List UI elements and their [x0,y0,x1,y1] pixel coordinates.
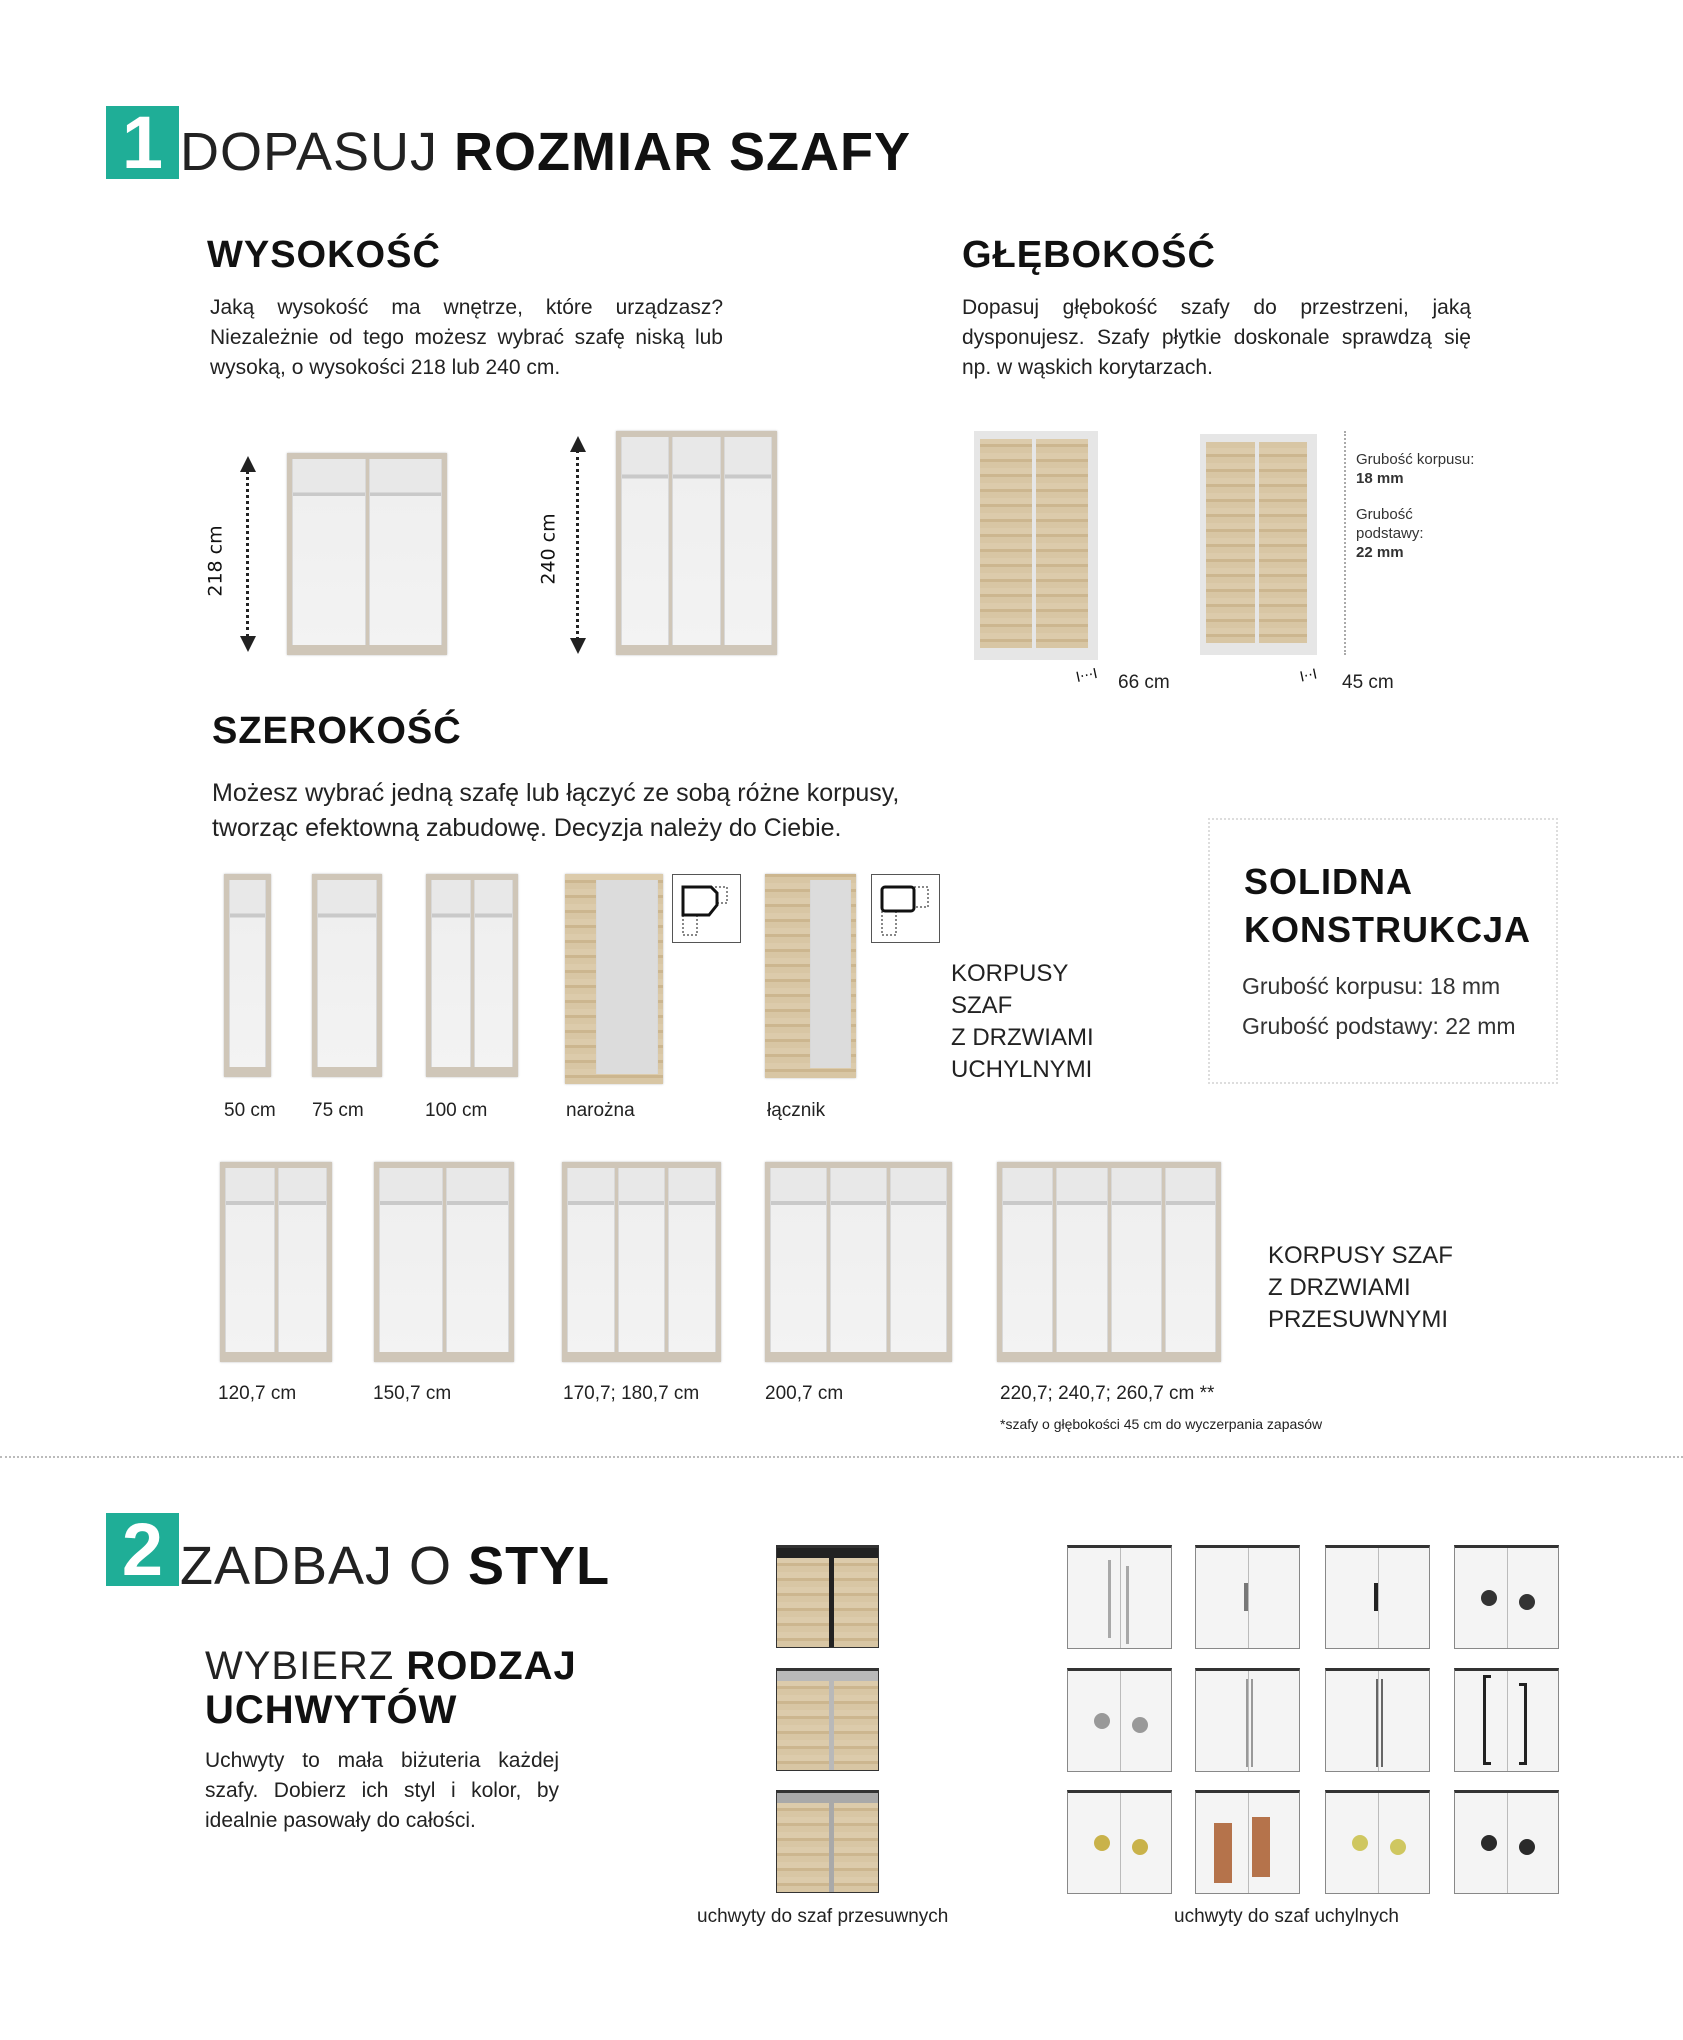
hinged-handle-option-short-bar [1195,1545,1300,1649]
wardrobe-66cm-image [974,431,1098,660]
hinged-handle-option-knob [1325,1790,1430,1894]
width-text-line: Możesz wybrać jedną szafę lub łączyć ze sobą różne korpusy, [212,779,900,807]
divider [1344,431,1346,655]
handles-heading-light: WYBIERZ [205,1644,407,1688]
connector-plan-icon [871,874,940,943]
sliding-handles-caption: uchwyty do szaf przesuwnych [697,1906,949,1927]
hinged-handle-option-knob [1454,1790,1559,1894]
hinged-handle-option-knob [1067,1668,1172,1772]
caption-line: SZAF [951,992,1013,1019]
hinged-handle-option-thin-bar [1325,1668,1430,1772]
section-number-badge: 1 [106,106,179,179]
sliding-width-label: 170,7; 180,7 cm [563,1383,700,1404]
depth-heading: GŁĘBOKOŚĆ [962,234,1216,276]
height-heading: WYSOKOŚĆ [207,234,441,276]
solid-line: Grubość podstawy: 22 mm [1242,1013,1516,1039]
cabinet-75-image [312,874,382,1077]
hinged-handle-option-knob [1454,1545,1559,1649]
section-divider [0,1456,1683,1458]
hinged-width-label: 75 cm [312,1100,364,1121]
handles-heading [205,1644,577,1732]
caption-line: KORPUSY [951,960,1069,987]
cabinet-120-image [220,1162,332,1362]
depth-45-label: 45 cm [1342,672,1394,693]
width-heading: SZEROKOŚĆ [212,710,462,752]
section-title-light: DOPASUJ [180,122,455,182]
caption-line: Z DRZWIAMI [1268,1274,1411,1301]
footnote: *szafy o głębokości 45 cm do wyczerpania zapasów [1000,1416,1323,1432]
cabinet-corner-image [565,874,663,1084]
cabinet-50-image [224,874,271,1077]
base-thickness-value: 22 mm [1356,544,1404,561]
sliding-handle-option [776,1545,879,1648]
hinged-width-label: łącznik [767,1100,826,1121]
caption-line: PRZESUWNYMI [1268,1306,1448,1333]
section-number-badge: 2 [106,1513,179,1586]
section-title-bold: ROZMIAR SZAFY [454,122,912,182]
wardrobe-45cm-image [1200,434,1317,655]
handles-heading-bold: RODZAJ [406,1644,577,1688]
solid-title: KONSTRUKCJA [1244,909,1532,950]
solid-title: SOLIDNA [1244,861,1413,902]
dimension-tick-icon: I··I [1298,666,1319,686]
hinged-handle-option-short-bar [1325,1545,1430,1649]
wardrobe-218-image [287,453,447,655]
dimension-tick-icon: I···I [1074,665,1100,687]
cabinet-170-image [562,1162,721,1362]
sliding-width-label: 150,7 cm [373,1383,452,1404]
height-label-high: 240 cm [537,513,560,585]
caption-line: Z DRZWIAMI [951,1024,1094,1051]
cabinet-150-image [374,1162,514,1362]
wardrobe-240-image [616,431,777,655]
depth-text: Dopasuj głębokość szafy do przestrzeni, jaką dysponujesz. Szafy płytkie doskonale sprawdzą się np. w wąskich korytarzach. [962,296,1471,379]
hinged-handle-option-leather [1195,1790,1300,1894]
caption-line: KORPUSY SZAF [1268,1242,1453,1269]
width-text [212,776,899,846]
cabinet-connector-image [765,874,856,1078]
depth-specs [1356,450,1474,562]
hinged-width-label: narożna [566,1100,635,1121]
hinged-handle-option-bracket [1454,1668,1559,1772]
hinged-caption [951,958,1094,1086]
height-text: Jaką wysokość ma wnętrze, które urządzasz? Niezależnie od tego możesz wybrać szafę niską lub wysoką, o wysokości 218 lub 240 cm. [210,296,723,379]
hinged-handle-option-knob [1067,1790,1172,1894]
corner-plan-icon [672,874,741,943]
section-title [180,122,911,182]
solid-construction-box [1208,818,1558,1084]
hinged-handle-option-thin-bar [1195,1668,1300,1772]
body-thickness-label: Grubość korpusu: [1356,451,1475,468]
height-arrow-icon [576,450,579,640]
section-title-light: ZADBAJ O [180,1536,469,1596]
base-thickness-label: Grubość [1356,506,1413,523]
hinged-width-label: 100 cm [425,1100,488,1121]
sliding-caption [1268,1240,1453,1336]
cabinet-220-image [997,1162,1221,1362]
section-title-bold: STYL [468,1536,611,1596]
sliding-width-label: 200,7 cm [765,1383,844,1404]
body-thickness-value: 18 mm [1356,470,1404,487]
sliding-width-label: 120,7 cm [218,1383,297,1404]
sliding-width-label: 220,7; 240,7; 260,7 cm ** [1000,1383,1215,1404]
handles-heading-bold: UCHWYTÓW [205,1688,458,1732]
hinged-width-label: 50 cm [224,1100,276,1121]
cabinet-100-image [426,874,518,1077]
section-title [180,1536,610,1596]
handles-text: Uchwyty to mała biżuteria każdej szafy. Dobierz ich styl i kolor, by idealnie pasowały do całości. [205,1749,559,1832]
width-text-line: tworząc efektowną zabudowę. Decyzja należy do Ciebie. [212,814,842,842]
cabinet-200-image [765,1162,952,1362]
height-label-low: 218 cm [204,525,227,597]
depth-66-label: 66 cm [1118,672,1170,693]
caption-line: UCHYLNYMI [951,1056,1093,1083]
hinged-handles-caption: uchwyty do szaf uchylnych [1174,1906,1399,1927]
hinged-handle-option-long-bar [1067,1545,1172,1649]
height-arrow-icon [246,470,249,638]
base-thickness-label-2: podstawy: [1356,525,1424,542]
solid-line: Grubość korpusu: 18 mm [1242,973,1501,999]
sliding-handle-option [776,1668,879,1771]
sliding-handle-option [776,1790,879,1893]
